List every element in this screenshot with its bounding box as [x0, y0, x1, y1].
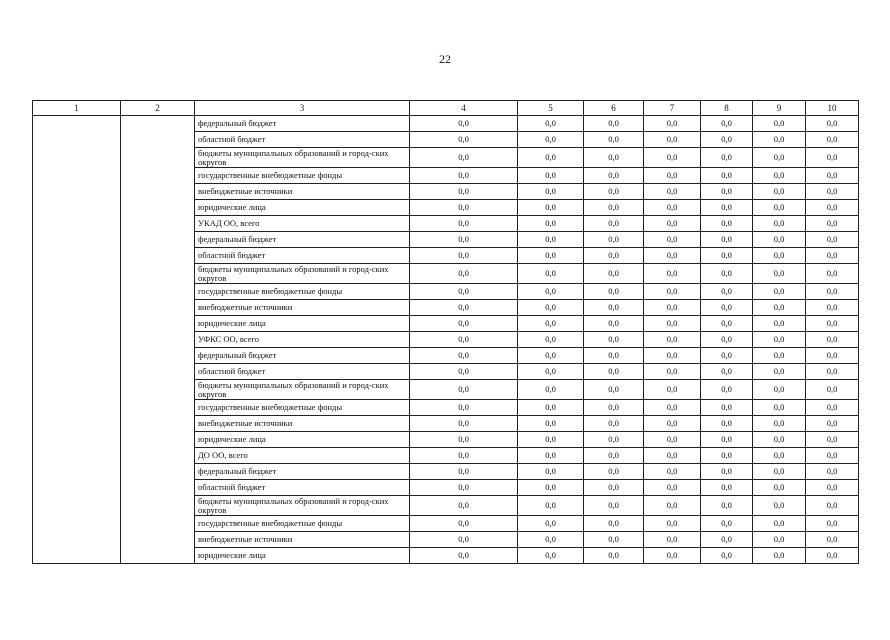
funding-source-label: юридические лица: [195, 316, 410, 332]
value-cell: 0,0: [518, 348, 584, 364]
funding-source-label: внебюджетные источники: [195, 300, 410, 316]
value-cell: 0,0: [518, 496, 584, 516]
value-cell: 0,0: [518, 300, 584, 316]
value-cell: 0,0: [584, 548, 644, 564]
budget-table: [32, 100, 859, 564]
value-cell: 0,0: [518, 248, 584, 264]
value-cell: 0,0: [410, 548, 518, 564]
column-header: 3: [195, 101, 410, 116]
value-cell: 0,0: [701, 348, 753, 364]
value-cell: 0,0: [753, 148, 806, 168]
value-cell: 0,0: [701, 364, 753, 380]
value-cell: 0,0: [644, 168, 701, 184]
value-cell: 0,0: [753, 184, 806, 200]
value-cell: 0,0: [753, 216, 806, 232]
value-cell: 0,0: [753, 200, 806, 216]
value-cell: 0,0: [701, 216, 753, 232]
value-cell: 0,0: [644, 380, 701, 400]
value-cell: 0,0: [410, 184, 518, 200]
value-cell: 0,0: [584, 284, 644, 300]
value-cell: 0,0: [518, 264, 584, 284]
value-cell: 0,0: [410, 348, 518, 364]
value-cell: 0,0: [701, 132, 753, 148]
value-cell: 0,0: [806, 284, 859, 300]
value-cell: 0,0: [753, 232, 806, 248]
value-cell: 0,0: [753, 168, 806, 184]
value-cell: 0,0: [753, 348, 806, 364]
value-cell: 0,0: [644, 516, 701, 532]
value-cell: 0,0: [753, 364, 806, 380]
value-cell: 0,0: [410, 532, 518, 548]
column-2-cell: [121, 116, 195, 564]
funding-source-label: бюджеты муниципальных образований и город-ских округов: [195, 496, 410, 516]
value-cell: 0,0: [410, 168, 518, 184]
column-header: 1: [33, 101, 121, 116]
value-cell: 0,0: [806, 432, 859, 448]
value-cell: 0,0: [806, 168, 859, 184]
funding-source-label: государственные внебюджетные фонды: [195, 168, 410, 184]
value-cell: 0,0: [806, 316, 859, 332]
page-number: 22: [439, 52, 451, 66]
value-cell: 0,0: [806, 116, 859, 132]
funding-source-label: областной бюджет: [195, 132, 410, 148]
value-cell: 0,0: [410, 480, 518, 496]
value-cell: 0,0: [518, 416, 584, 432]
value-cell: 0,0: [644, 216, 701, 232]
value-cell: 0,0: [584, 168, 644, 184]
value-cell: 0,0: [701, 316, 753, 332]
value-cell: 0,0: [644, 348, 701, 364]
value-cell: 0,0: [644, 316, 701, 332]
funding-source-label: областной бюджет: [195, 248, 410, 264]
value-cell: 0,0: [701, 416, 753, 432]
value-cell: 0,0: [806, 248, 859, 264]
funding-source-label: юридические лица: [195, 200, 410, 216]
value-cell: 0,0: [644, 480, 701, 496]
value-cell: 0,0: [753, 332, 806, 348]
value-cell: 0,0: [753, 264, 806, 284]
value-cell: 0,0: [518, 116, 584, 132]
value-cell: 0,0: [806, 216, 859, 232]
funding-source-label: областной бюджет: [195, 480, 410, 496]
value-cell: 0,0: [584, 148, 644, 168]
value-cell: 0,0: [410, 148, 518, 168]
value-cell: 0,0: [410, 332, 518, 348]
value-cell: 0,0: [584, 316, 644, 332]
value-cell: 0,0: [518, 516, 584, 532]
value-cell: 0,0: [806, 400, 859, 416]
value-cell: 0,0: [518, 216, 584, 232]
value-cell: 0,0: [806, 200, 859, 216]
funding-source-label: государственные внебюджетные фонды: [195, 516, 410, 532]
value-cell: 0,0: [410, 116, 518, 132]
value-cell: 0,0: [701, 400, 753, 416]
funding-source-label: бюджеты муниципальных образований и город-ских округов: [195, 380, 410, 400]
funding-source-label: юридические лица: [195, 548, 410, 564]
value-cell: 0,0: [701, 200, 753, 216]
value-cell: 0,0: [753, 284, 806, 300]
value-cell: 0,0: [584, 248, 644, 264]
value-cell: 0,0: [806, 232, 859, 248]
value-cell: 0,0: [701, 168, 753, 184]
value-cell: 0,0: [806, 348, 859, 364]
value-cell: 0,0: [410, 264, 518, 284]
column-1-cell: [33, 116, 121, 564]
value-cell: 0,0: [518, 316, 584, 332]
funding-source-label: федеральный бюджет: [195, 464, 410, 480]
value-cell: 0,0: [584, 432, 644, 448]
value-cell: 0,0: [584, 380, 644, 400]
value-cell: 0,0: [518, 184, 584, 200]
value-cell: 0,0: [806, 548, 859, 564]
value-cell: 0,0: [644, 332, 701, 348]
value-cell: 0,0: [701, 148, 753, 168]
value-cell: 0,0: [518, 200, 584, 216]
value-cell: 0,0: [806, 184, 859, 200]
value-cell: 0,0: [644, 284, 701, 300]
value-cell: 0,0: [584, 216, 644, 232]
value-cell: 0,0: [753, 416, 806, 432]
value-cell: 0,0: [644, 184, 701, 200]
funding-source-label: УКАД ОО, всего: [195, 216, 410, 232]
value-cell: 0,0: [518, 148, 584, 168]
value-cell: 0,0: [410, 448, 518, 464]
funding-source-label: внебюджетные источники: [195, 416, 410, 432]
value-cell: 0,0: [753, 248, 806, 264]
value-cell: 0,0: [806, 300, 859, 316]
funding-source-label: областной бюджет: [195, 364, 410, 380]
value-cell: 0,0: [410, 400, 518, 416]
value-cell: 0,0: [753, 496, 806, 516]
funding-source-label: федеральный бюджет: [195, 348, 410, 364]
value-cell: 0,0: [806, 332, 859, 348]
value-cell: 0,0: [518, 532, 584, 548]
value-cell: 0,0: [753, 316, 806, 332]
value-cell: 0,0: [644, 464, 701, 480]
value-cell: 0,0: [701, 516, 753, 532]
value-cell: 0,0: [701, 496, 753, 516]
column-header: 10: [806, 101, 859, 116]
value-cell: 0,0: [806, 264, 859, 284]
value-cell: 0,0: [701, 248, 753, 264]
value-cell: 0,0: [584, 348, 644, 364]
value-cell: 0,0: [518, 364, 584, 380]
value-cell: 0,0: [410, 232, 518, 248]
value-cell: 0,0: [753, 432, 806, 448]
value-cell: 0,0: [806, 364, 859, 380]
value-cell: 0,0: [753, 132, 806, 148]
value-cell: 0,0: [518, 284, 584, 300]
value-cell: 0,0: [518, 448, 584, 464]
table-row: [33, 116, 859, 132]
value-cell: 0,0: [410, 516, 518, 532]
value-cell: 0,0: [644, 532, 701, 548]
value-cell: 0,0: [410, 248, 518, 264]
value-cell: 0,0: [584, 480, 644, 496]
value-cell: 0,0: [518, 400, 584, 416]
value-cell: 0,0: [753, 464, 806, 480]
value-cell: 0,0: [644, 400, 701, 416]
value-cell: 0,0: [753, 116, 806, 132]
value-cell: 0,0: [410, 464, 518, 480]
value-cell: 0,0: [806, 464, 859, 480]
value-cell: 0,0: [701, 284, 753, 300]
value-cell: 0,0: [518, 168, 584, 184]
value-cell: 0,0: [806, 132, 859, 148]
value-cell: 0,0: [806, 480, 859, 496]
value-cell: 0,0: [701, 232, 753, 248]
value-cell: 0,0: [584, 416, 644, 432]
value-cell: 0,0: [584, 300, 644, 316]
value-cell: 0,0: [584, 332, 644, 348]
value-cell: 0,0: [701, 532, 753, 548]
funding-source-label: УФКС ОО, всего: [195, 332, 410, 348]
funding-source-label: ДО ОО, всего: [195, 448, 410, 464]
value-cell: 0,0: [410, 364, 518, 380]
value-cell: 0,0: [701, 332, 753, 348]
funding-source-label: бюджеты муниципальных образований и город-ских округов: [195, 264, 410, 284]
value-cell: 0,0: [753, 448, 806, 464]
value-cell: 0,0: [410, 300, 518, 316]
value-cell: 0,0: [701, 432, 753, 448]
value-cell: 0,0: [518, 464, 584, 480]
value-cell: 0,0: [584, 232, 644, 248]
value-cell: 0,0: [753, 480, 806, 496]
value-cell: 0,0: [518, 132, 584, 148]
funding-source-label: государственные внебюджетные фонды: [195, 400, 410, 416]
value-cell: 0,0: [753, 380, 806, 400]
value-cell: 0,0: [806, 416, 859, 432]
value-cell: 0,0: [806, 148, 859, 168]
value-cell: 0,0: [644, 300, 701, 316]
value-cell: 0,0: [518, 432, 584, 448]
value-cell: 0,0: [806, 532, 859, 548]
value-cell: 0,0: [806, 380, 859, 400]
column-header: 2: [121, 101, 195, 116]
value-cell: 0,0: [518, 380, 584, 400]
funding-source-label: федеральный бюджет: [195, 232, 410, 248]
value-cell: 0,0: [584, 200, 644, 216]
value-cell: 0,0: [584, 400, 644, 416]
value-cell: 0,0: [584, 464, 644, 480]
value-cell: 0,0: [410, 380, 518, 400]
value-cell: 0,0: [518, 480, 584, 496]
value-cell: 0,0: [701, 480, 753, 496]
funding-source-label: юридические лица: [195, 432, 410, 448]
value-cell: 0,0: [410, 216, 518, 232]
value-cell: 0,0: [701, 264, 753, 284]
column-header: 6: [584, 101, 644, 116]
value-cell: 0,0: [410, 200, 518, 216]
value-cell: 0,0: [644, 232, 701, 248]
column-header: 7: [644, 101, 701, 116]
value-cell: 0,0: [584, 364, 644, 380]
value-cell: 0,0: [701, 184, 753, 200]
value-cell: 0,0: [701, 380, 753, 400]
value-cell: 0,0: [701, 116, 753, 132]
value-cell: 0,0: [701, 300, 753, 316]
value-cell: 0,0: [584, 448, 644, 464]
value-cell: 0,0: [410, 432, 518, 448]
table-body: [33, 116, 859, 564]
value-cell: 0,0: [644, 116, 701, 132]
value-cell: 0,0: [518, 548, 584, 564]
value-cell: 0,0: [701, 464, 753, 480]
column-header: 4: [410, 101, 518, 116]
column-header: 9: [753, 101, 806, 116]
value-cell: 0,0: [584, 496, 644, 516]
value-cell: 0,0: [644, 364, 701, 380]
value-cell: 0,0: [584, 116, 644, 132]
value-cell: 0,0: [701, 548, 753, 564]
value-cell: 0,0: [701, 448, 753, 464]
value-cell: 0,0: [644, 264, 701, 284]
value-cell: 0,0: [644, 248, 701, 264]
table-header-row: [33, 101, 859, 116]
value-cell: 0,0: [644, 448, 701, 464]
value-cell: 0,0: [584, 532, 644, 548]
value-cell: 0,0: [518, 232, 584, 248]
value-cell: 0,0: [806, 516, 859, 532]
value-cell: 0,0: [584, 516, 644, 532]
value-cell: 0,0: [410, 416, 518, 432]
funding-source-label: внебюджетные источники: [195, 532, 410, 548]
value-cell: 0,0: [806, 496, 859, 516]
column-header: 8: [701, 101, 753, 116]
value-cell: 0,0: [806, 448, 859, 464]
value-cell: 0,0: [584, 264, 644, 284]
value-cell: 0,0: [644, 200, 701, 216]
value-cell: 0,0: [410, 316, 518, 332]
value-cell: 0,0: [753, 400, 806, 416]
value-cell: 0,0: [753, 516, 806, 532]
value-cell: 0,0: [644, 496, 701, 516]
value-cell: 0,0: [753, 548, 806, 564]
value-cell: 0,0: [644, 416, 701, 432]
value-cell: 0,0: [753, 300, 806, 316]
value-cell: 0,0: [584, 184, 644, 200]
value-cell: 0,0: [753, 532, 806, 548]
value-cell: 0,0: [410, 496, 518, 516]
value-cell: 0,0: [644, 148, 701, 168]
value-cell: 0,0: [518, 332, 584, 348]
value-cell: 0,0: [410, 132, 518, 148]
value-cell: 0,0: [644, 432, 701, 448]
column-header: 5: [518, 101, 584, 116]
value-cell: 0,0: [410, 284, 518, 300]
funding-source-label: федеральный бюджет: [195, 116, 410, 132]
value-cell: 0,0: [644, 548, 701, 564]
funding-source-label: государственные внебюджетные фонды: [195, 284, 410, 300]
funding-source-label: бюджеты муниципальных образований и город-ских округов: [195, 148, 410, 168]
funding-source-label: внебюджетные источники: [195, 184, 410, 200]
value-cell: 0,0: [584, 132, 644, 148]
value-cell: 0,0: [644, 132, 701, 148]
